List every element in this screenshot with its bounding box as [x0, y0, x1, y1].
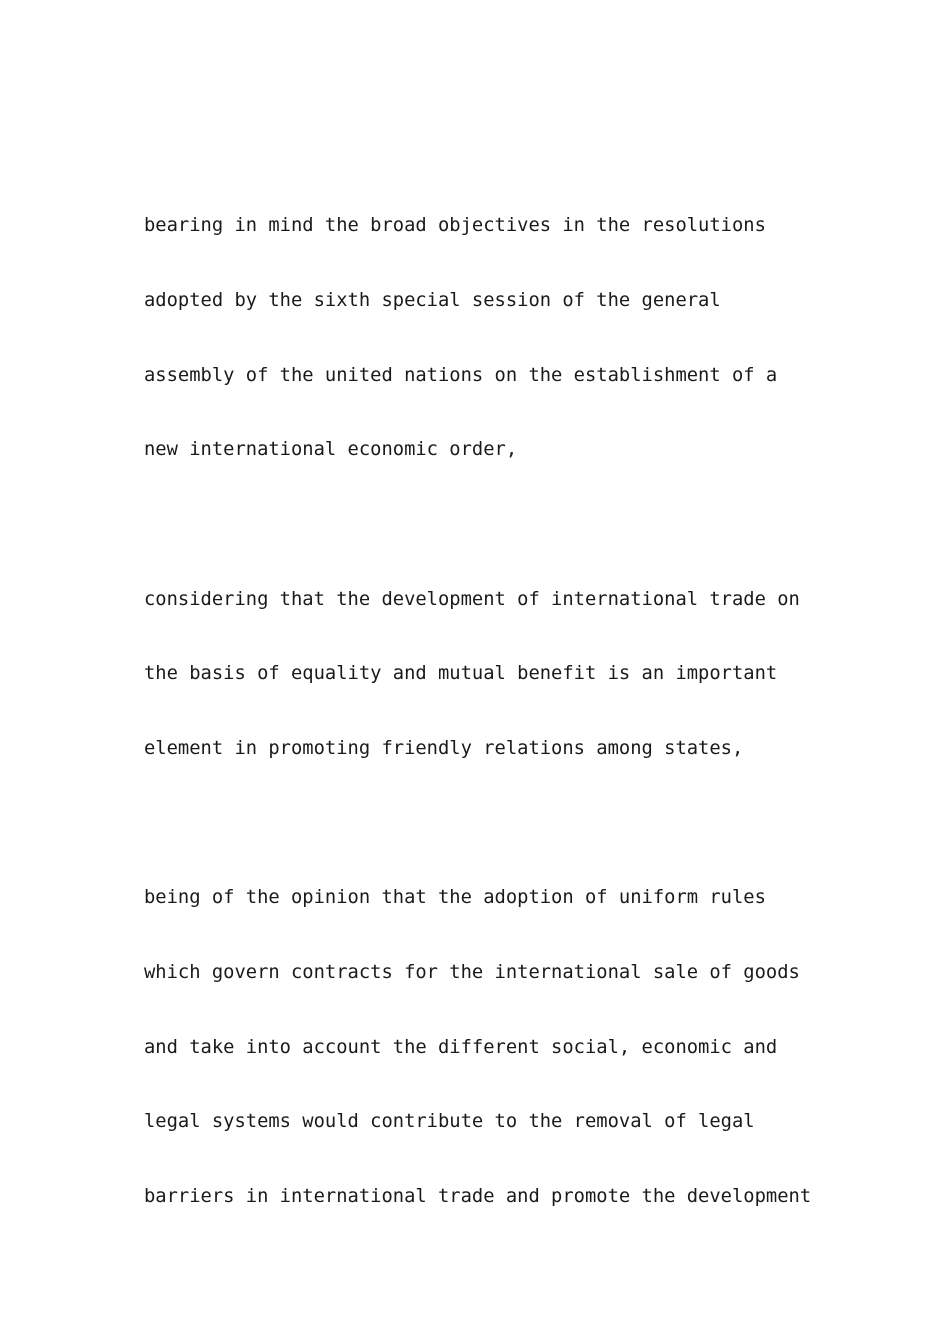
text-line: being of the opinion that the adoption of uniform rules	[144, 887, 766, 908]
text-line: barriers in international trade and promote the development	[144, 1186, 812, 1207]
text-line: new international economic order,	[144, 439, 518, 460]
text-line: legal systems would contribute to the removal of legal	[144, 1111, 755, 1132]
text-line: and take into account the different social, economic and	[144, 1037, 778, 1058]
text-line: considering that the development of international trade on	[144, 589, 800, 610]
text-line: which govern contracts for the international sale of goods	[144, 962, 800, 983]
text-line: element in promoting friendly relations among states,	[144, 738, 744, 759]
text-line: the basis of equality and mutual benefit is an important	[144, 663, 778, 684]
text-line: bearing in mind the broad objectives in the resolutions	[144, 215, 766, 236]
text-line: adopted by the sixth special session of the general	[144, 290, 721, 311]
text-line: assembly of the united nations on the establishment of a	[144, 365, 778, 386]
